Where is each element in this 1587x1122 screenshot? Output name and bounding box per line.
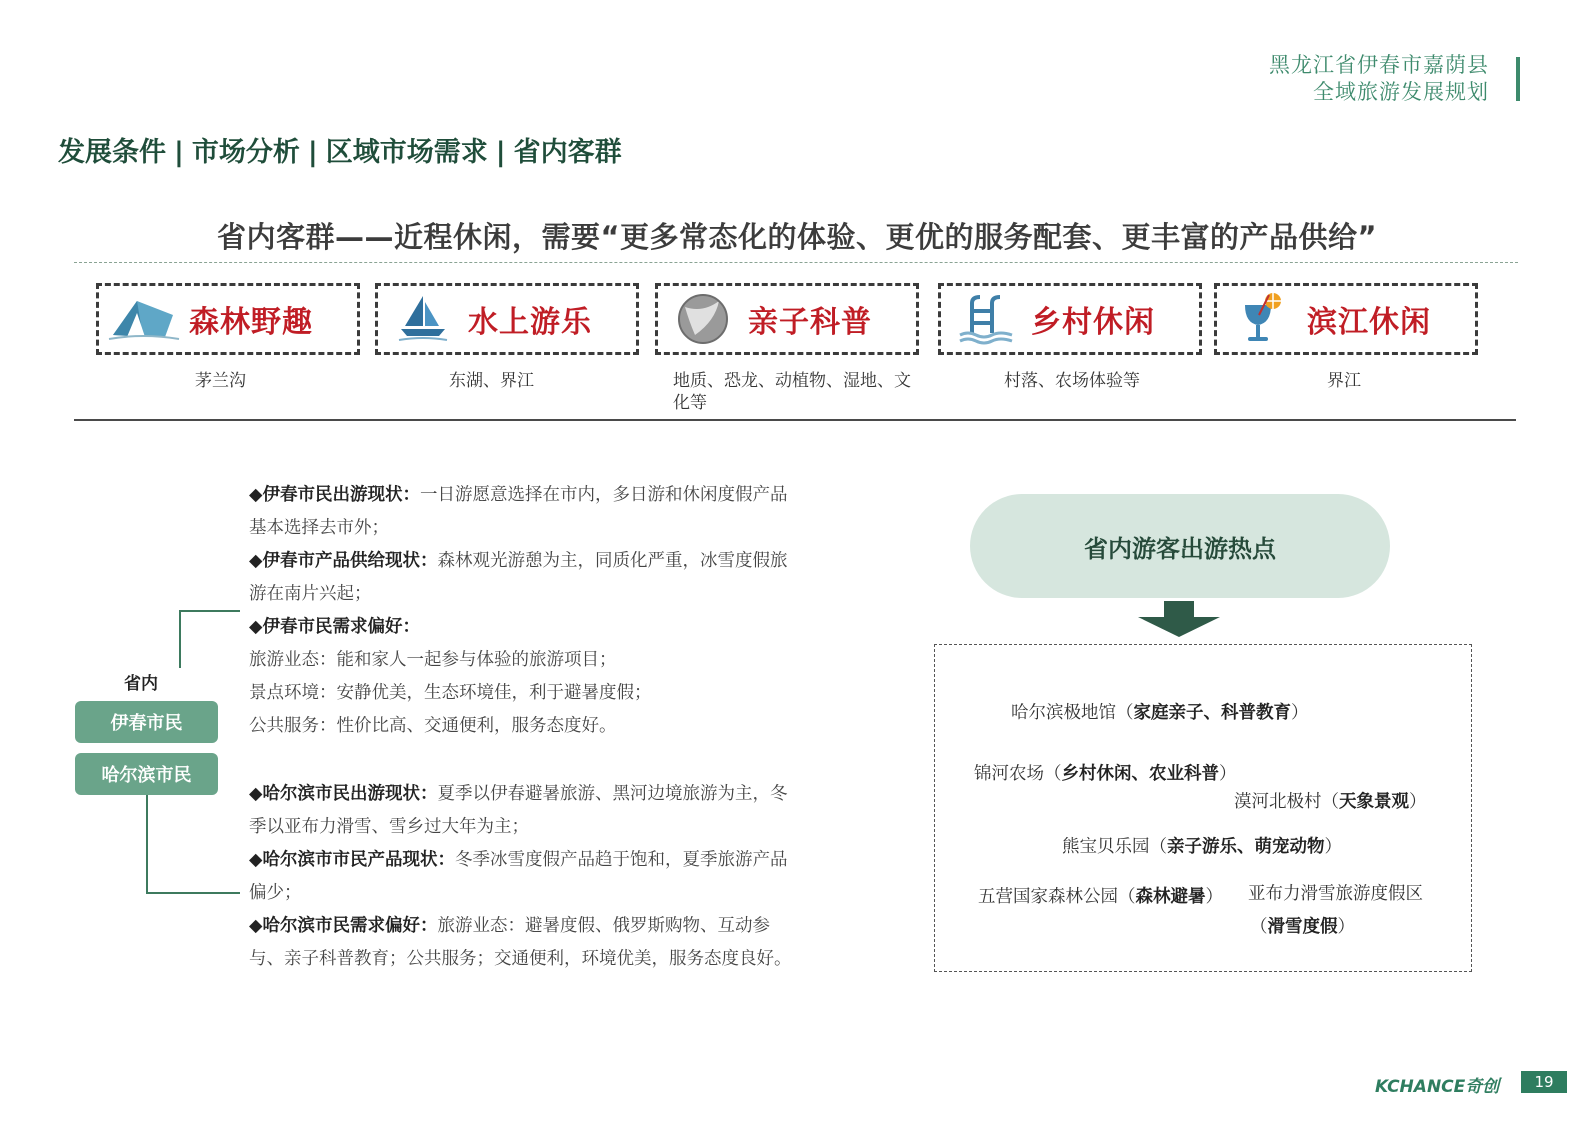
- hotspot-name: 亚布力滑雪旅游度假区: [1248, 884, 1423, 904]
- hotspot-item: 锦河农场（乡村休闲、农业科普）: [974, 764, 1237, 784]
- hotspot-name: 熊宝贝乐园（: [1062, 837, 1167, 857]
- breadcrumb-item: 市场分析: [191, 137, 300, 168]
- hotspot-item: 五营国家森林公园（森林避暑）: [978, 887, 1223, 907]
- text-body: 森林观光游憩为主，同质化严重，冰雪度假旅游在南片兴起；: [249, 551, 788, 604]
- category-desc: 东湖、界江: [449, 371, 534, 391]
- hotspot-tag: 森林避暑: [1135, 887, 1206, 907]
- page-headline: 省内客群——近程休闲，需要“更多常态化的体验、更优的服务配套、更丰富的产品供给”: [216, 220, 1378, 254]
- text-heading: ◆伊春市民出游现状：: [249, 485, 420, 505]
- tree-node-yichun: 伊春市民: [75, 701, 218, 743]
- text-paragraph: [249, 611, 794, 644]
- text-heading: ◆哈尔滨市民出游现状：: [249, 784, 438, 804]
- tree-connector: [146, 795, 148, 893]
- text-heading: ◆哈尔滨市市民产品现状：: [249, 850, 455, 870]
- text-body: 一日游愿意选择在市内，多日游和休闲度假产品基本选择去市外；: [249, 485, 788, 538]
- text-paragraph: 景点环境：安静优美，生态环境佳，利于避暑度假；: [249, 683, 652, 703]
- sailboat-icon: [378, 289, 468, 349]
- hotspot-tag: 乡村休闲、农业科普: [1061, 764, 1219, 784]
- document-title-line1: 黑龙江省伊春市嘉荫县: [1269, 53, 1489, 77]
- text-paragraph: [249, 545, 794, 611]
- hotspot-name: 哈尔滨极地馆（: [1011, 703, 1134, 723]
- header-accent-bar: [1516, 57, 1520, 101]
- tree-root-label: 省内: [124, 674, 158, 694]
- headline-divider: [74, 262, 1518, 263]
- hotspot-item: （滑雪度假）: [1250, 917, 1355, 937]
- category-card-water: [375, 283, 639, 355]
- text-heading: ◆伊春市民需求偏好：: [249, 617, 420, 637]
- category-label: 滨江休闲: [1307, 305, 1431, 340]
- breadcrumb-item: 省内客群: [513, 137, 622, 168]
- text-body: 夏季以伊春避暑旅游、黑河边境旅游为主，冬季以亚布力滑雪、雪乡过大年为主；: [249, 784, 788, 837]
- tree-connector: [179, 610, 240, 612]
- hotspot-item: 哈尔滨极地馆（家庭亲子、科普教育）: [1011, 703, 1309, 723]
- cocktail-icon: [1217, 289, 1307, 349]
- hotspot-title: 省内游客出游热点: [970, 494, 1390, 598]
- hotspot-item: [1248, 880, 1423, 905]
- category-desc: 地质、恐龙、动植物、湿地、文化等: [673, 371, 911, 413]
- down-arrow-icon: [1138, 601, 1220, 641]
- text-paragraph: [249, 910, 794, 976]
- text-paragraph: 公共服务：性价比高、交通便利，服务态度好。: [249, 716, 617, 736]
- category-card-forest: [96, 283, 360, 355]
- document-title-line2: 全域旅游发展规划: [1313, 80, 1489, 104]
- category-desc: 茅兰沟: [195, 371, 246, 391]
- tree-node-harbin: 哈尔滨市民: [75, 753, 218, 795]
- category-desc: 村落、农场体验等: [1004, 371, 1140, 391]
- breadcrumb-item: 发展条件: [58, 137, 166, 168]
- breadcrumb-separator: |: [174, 137, 184, 168]
- text-paragraph: 旅游业态：能和家人一起参与体验的旅游项目；: [249, 650, 617, 670]
- category-label: 森林野趣: [189, 305, 313, 340]
- text-paragraph: [249, 778, 794, 844]
- hotspot-name: 漠河北极村（: [1234, 792, 1339, 812]
- text-heading: ◆伊春市产品供给现状：: [249, 551, 438, 571]
- hotspot-item: 漠河北极村（天象景观）: [1234, 792, 1427, 812]
- category-label: 乡村休闲: [1031, 305, 1155, 340]
- category-label: 亲子科普: [748, 305, 872, 340]
- hotspot-tag: 滑雪度假: [1267, 917, 1338, 937]
- text-paragraph: [249, 479, 794, 545]
- tree-connector: [179, 610, 181, 668]
- text-body: 冬季冰雪度假产品趋于饱和，夏季旅游产品偏少；: [249, 850, 788, 903]
- category-label: 水上游乐: [468, 305, 592, 340]
- category-divider: [74, 419, 1516, 421]
- document-title: [1269, 52, 1489, 106]
- hotspot-name: 锦河农场（: [974, 764, 1062, 784]
- harbin-text-block: [249, 778, 794, 976]
- tree-connector: [146, 892, 240, 894]
- breadcrumb-separator: |: [495, 137, 506, 168]
- hotspot-tag: 亲子游乐、萌宠动物: [1167, 837, 1325, 857]
- page-number: 19: [1521, 1071, 1567, 1093]
- hotspot-item: 熊宝贝乐园（亲子游乐、萌宠动物）: [1062, 837, 1342, 857]
- pool-ladder-icon: [941, 289, 1031, 349]
- hotspot-tag: 家庭亲子、科普教育: [1133, 703, 1291, 723]
- tent-icon: [99, 289, 189, 349]
- beach-ball-icon: [658, 289, 748, 349]
- text-paragraph: [249, 844, 794, 910]
- category-card-rural: [938, 283, 1202, 355]
- breadcrumb: [58, 130, 622, 169]
- category-card-riverside: [1214, 283, 1478, 355]
- brand-logo: KCHANCE奇创: [1375, 1077, 1500, 1097]
- text-body: 旅游业态：避暑度假、俄罗斯购物、互动参与、亲子科普教育；公共服务；交通便利，环境优美，服务态度良好。: [249, 916, 792, 969]
- breadcrumb-separator: |: [307, 137, 318, 168]
- yichun-text-block: [249, 479, 794, 743]
- category-desc: 界江: [1327, 371, 1361, 391]
- breadcrumb-item: 区域市场需求: [325, 137, 488, 168]
- text-heading: ◆哈尔滨市民需求偏好：: [249, 916, 438, 936]
- hotspot-tag: 天象景观: [1339, 792, 1409, 812]
- hotspot-name: 五营国家森林公园（: [978, 887, 1136, 907]
- category-card-kids: [655, 283, 919, 355]
